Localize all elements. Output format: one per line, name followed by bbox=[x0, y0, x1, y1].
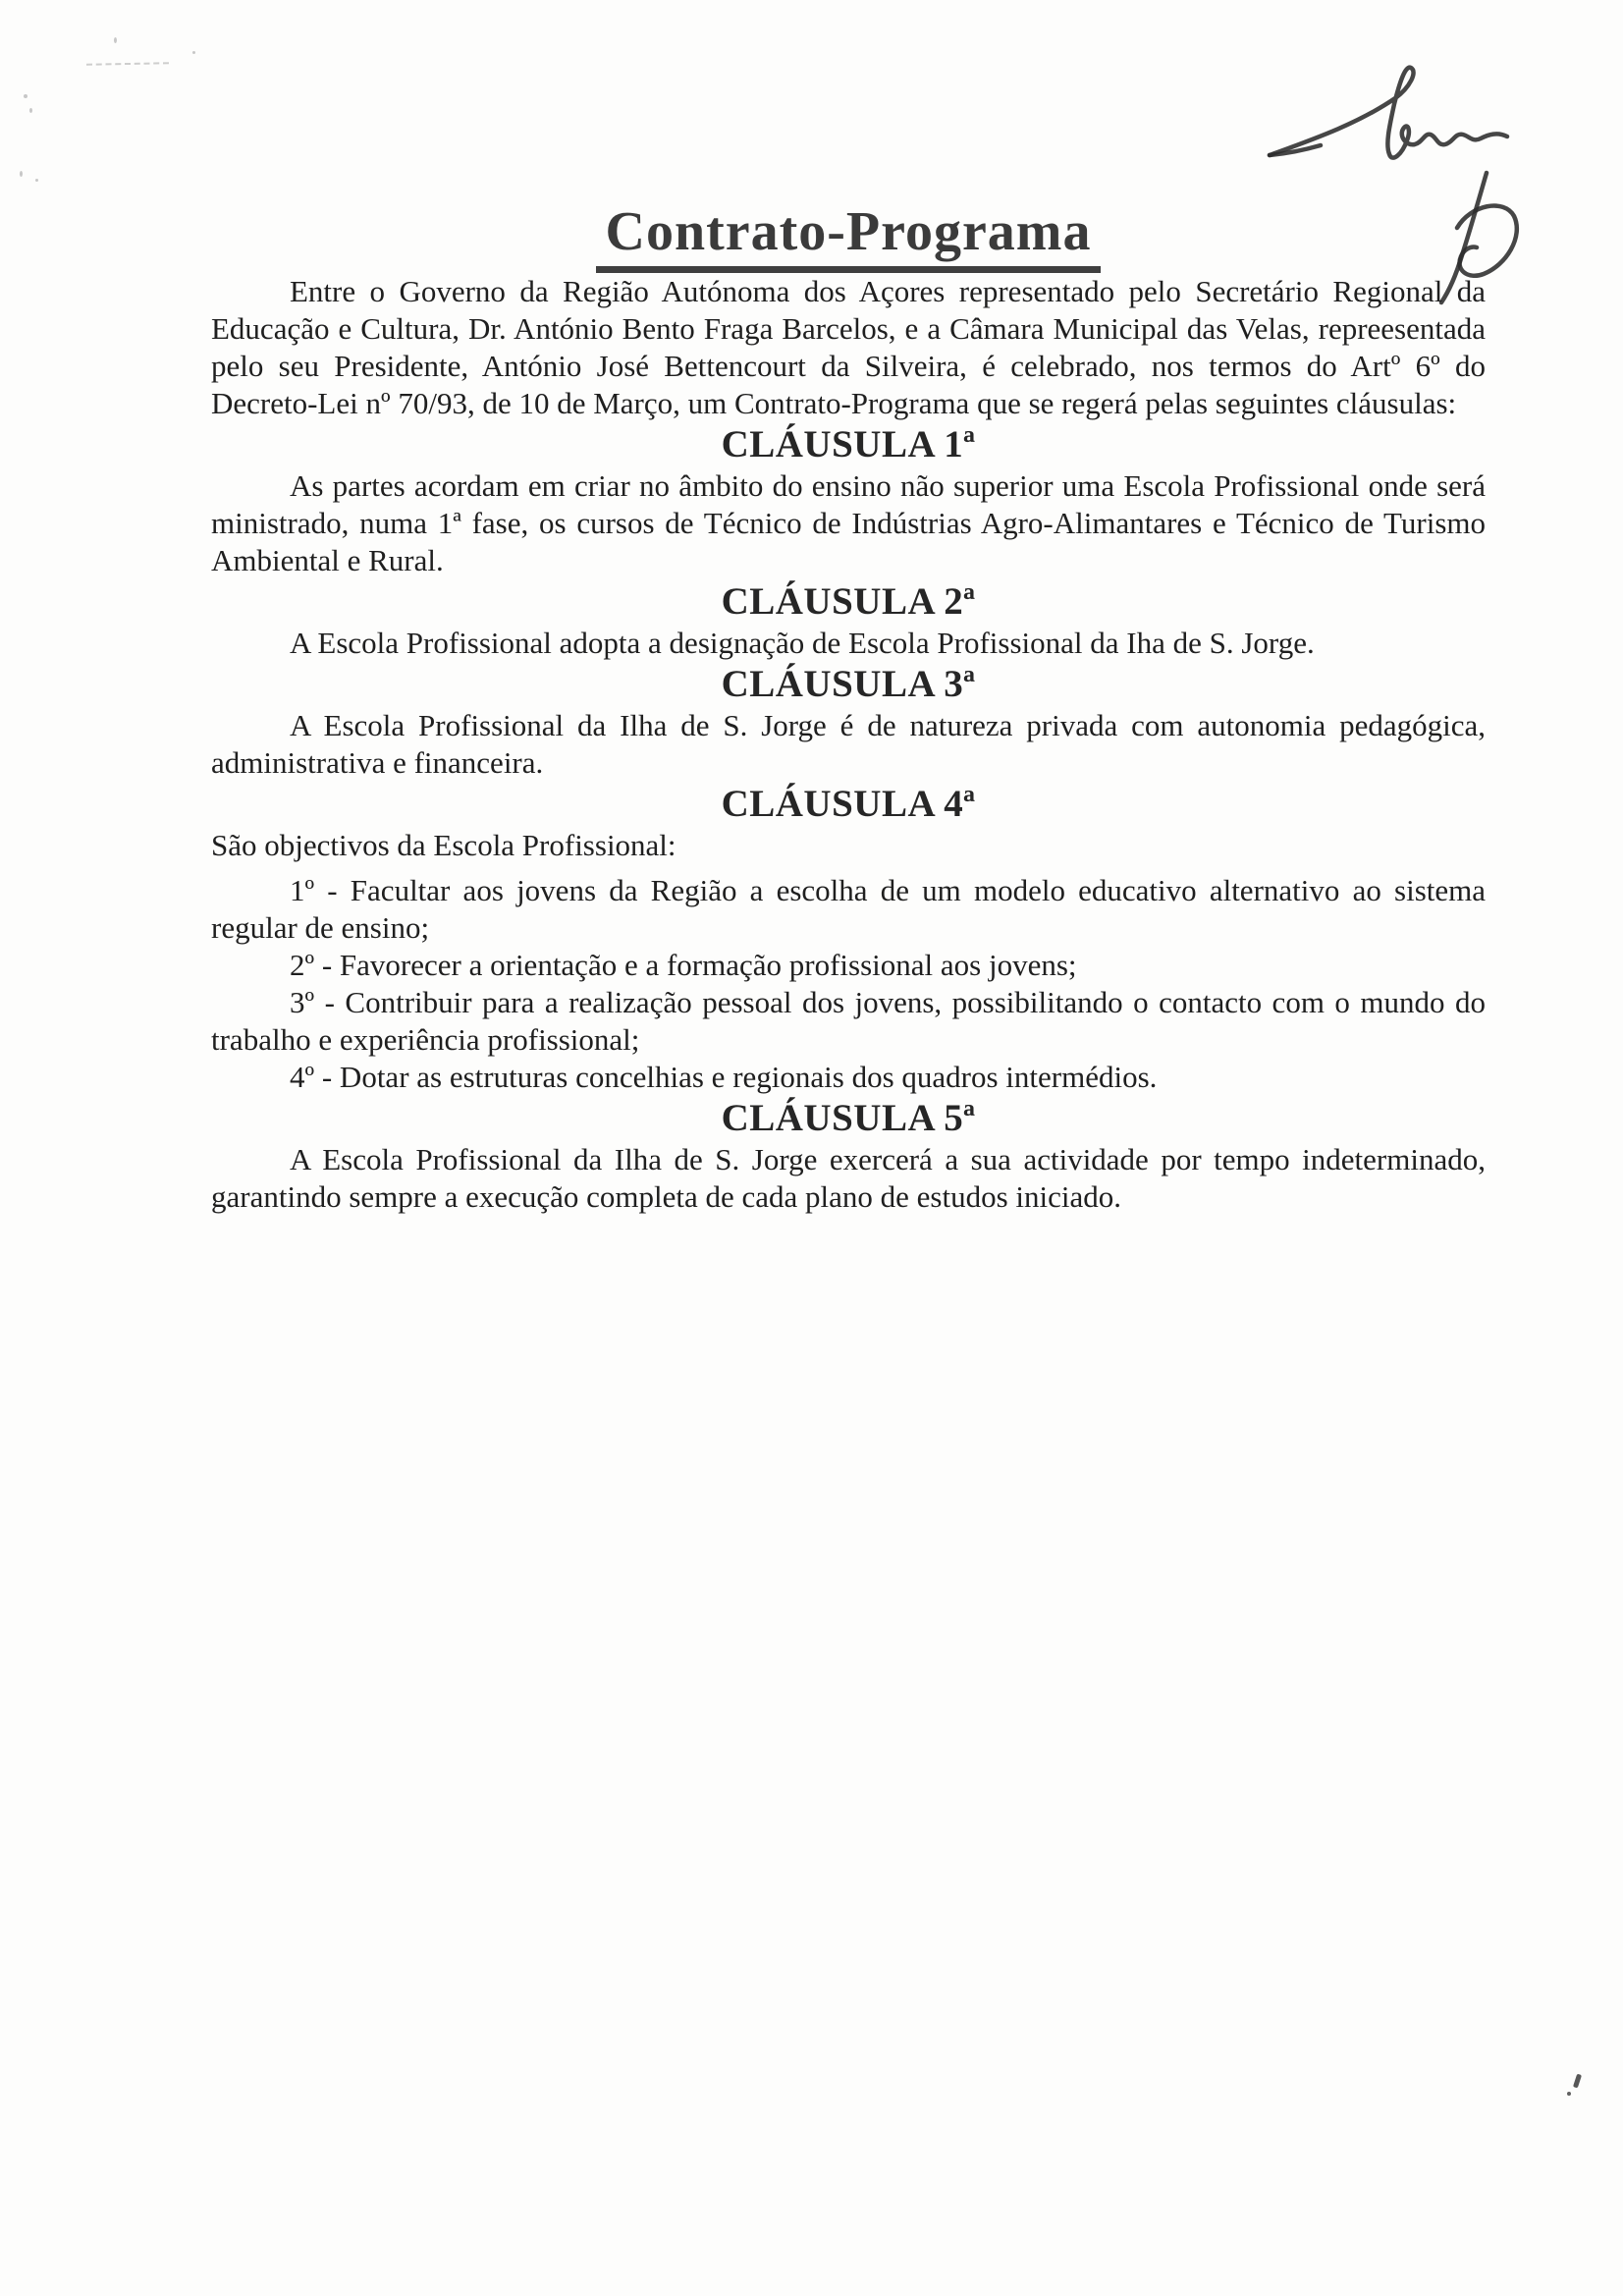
clause-4-objectives bbox=[211, 872, 1486, 1096]
scan-artifact-speck bbox=[192, 51, 195, 54]
clause-2-paragraph: A Escola Profissional adopta a designação de Escola Profissional da Iha de S. Jorge. bbox=[290, 625, 1315, 660]
clause-5-heading: CLÁUSULA 5ª bbox=[721, 1096, 976, 1139]
page-title: Contrato-Programa bbox=[596, 202, 1102, 273]
scan-artifact-speck bbox=[114, 37, 117, 43]
clause-1-heading: CLÁUSULA 1ª bbox=[721, 422, 976, 465]
document-content bbox=[211, 0, 1486, 1216]
clause-3-heading: CLÁUSULA 3ª bbox=[721, 662, 976, 705]
clause-5-paragraph: A Escola Profissional da Ilha de S. Jorge exercerá a sua actividade por tempo indeterminado, garantindo sempre a execução completa de cada plano de estudos iniciado. bbox=[211, 1141, 1486, 1214]
title-block bbox=[211, 202, 1486, 273]
clause-3-paragraph: A Escola Profissional da Ilha de S. Jorge é de natureza privada com autonomia pedagógica, administrativa e financeira. bbox=[211, 707, 1486, 780]
scan-artifact-dashed-line bbox=[86, 62, 169, 65]
clause-4-lead: São objectivos da Escola Profissional: bbox=[211, 827, 676, 862]
clause-4-heading: CLÁUSULA 4ª bbox=[721, 782, 976, 825]
scan-artifact-speck bbox=[20, 171, 23, 177]
objective-item: 1º - Facultar aos jovens da Região a escolha de um modelo educativo alternativo ao sistema regular de ensino; bbox=[211, 872, 1486, 945]
objective-item: 3º - Contribuir para a realização pessoal dos jovens, possibilitando o contacto com o mundo do trabalho e experiência profissional; bbox=[211, 984, 1486, 1057]
objective-item: 4º - Dotar as estruturas concelhias e regionais dos quadros intermédios. bbox=[290, 1059, 1158, 1094]
intro-paragraph: Entre o Governo da Região Autónoma dos Açores representado pelo Secretário Regional da Educação e Cultura, Dr. António Bento Fraga Barcelos, e a Câmara Municipal das Velas, repreesentada pelo seu Presidente, António José Bettencourt da Silveira, é celebrado, nos termos do Artº 6º do Decreto-Lei nº 70/93, de 10 de Março, um Contrato-Programa que se regerá pelas seguintes cláusulas: bbox=[211, 273, 1486, 420]
clause-1-paragraph: As partes acordam em criar no âmbito do ensino não superior uma Escola Profissional onde será ministrado, numa 1ª fase, os cursos de Técnico de Indústrias Agro-Alimantares e Técnico de Turismo Ambiental e Rural. bbox=[211, 467, 1486, 577]
scan-artifact-speck bbox=[29, 108, 32, 113]
scan-artifact-ink-speck bbox=[1573, 2074, 1582, 2089]
clause-2-heading: CLÁUSULA 2ª bbox=[721, 579, 976, 623]
scan-artifact-speck bbox=[24, 94, 27, 98]
scan-artifact-speck bbox=[35, 179, 38, 182]
objective-item: 2º - Favorecer a orientação e a formação profissional aos jovens; bbox=[290, 947, 1077, 982]
scan-artifact-ink-dot bbox=[1567, 2092, 1571, 2096]
